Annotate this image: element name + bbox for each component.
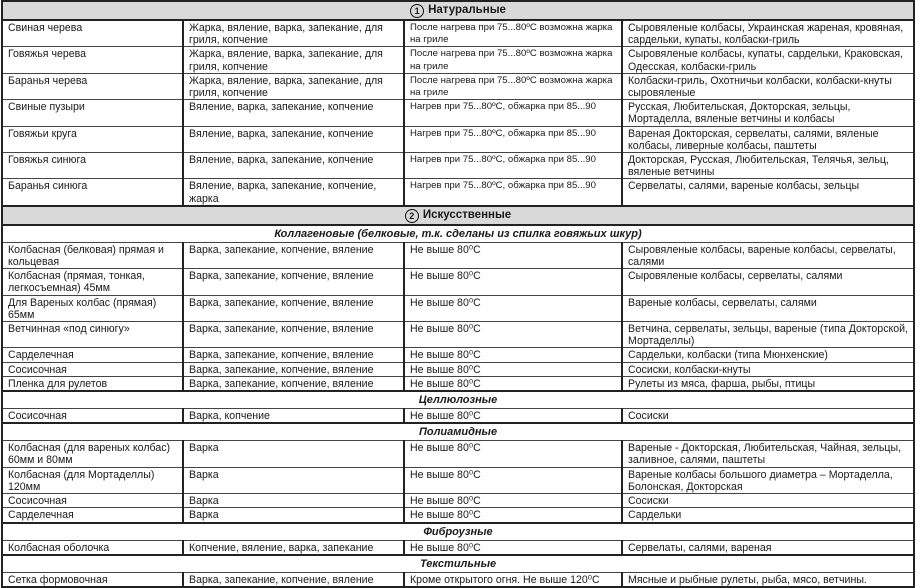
table-row: [2, 441, 914, 467]
table-row: [2, 269, 914, 295]
casing-name-text: Ветчинная «под синюгу»: [8, 323, 130, 336]
casing-name: Свиные пузыри: [2, 100, 183, 126]
sausage-products: Сосиски, колбаски-кнуты: [622, 362, 914, 376]
temperature-mode: Не выше 80⁰C: [404, 348, 622, 362]
casing-name: Говяжья черева: [2, 47, 183, 73]
sausage-products: Сардельки, колбаски (типа Мюнхенские): [622, 348, 914, 362]
subsection-title: Коллагеновые (белковые, т.к. сделаны из спилка говяжьих шкур): [2, 225, 914, 243]
table-row: [2, 100, 914, 126]
casing-name: Свиная черева: [2, 20, 183, 47]
casing-name: Баранья синюга: [2, 179, 183, 206]
table-row: [2, 409, 914, 424]
processing-methods: Варка: [183, 508, 404, 523]
temperature-mode: После нагрева при 75...80ºC возможна жарка на гриле: [404, 73, 622, 99]
casing-name: Колбасная (для вареных колбас) 60мм и 80мм: [2, 441, 183, 467]
processing-methods: Вяление, варка, запекание, копчение: [183, 100, 404, 126]
circled-number-1-icon: 1: [410, 4, 424, 18]
sausage-products: Сыровяленые колбасы, сервелаты, салями: [622, 269, 914, 295]
processing-methods: Жарка, вяление, варка, запекание, для гриля, копчение: [183, 20, 404, 47]
temperature-mode: Кроме открытого огня. Не выше 120⁰C: [404, 572, 622, 587]
casing-name: Говяжьи круга: [2, 126, 183, 152]
table-row: [2, 242, 914, 268]
sausage-products: Рулеты из мяса, фарша, рыбы, птицы: [622, 376, 914, 391]
table-row: [2, 348, 914, 362]
processing-methods: Варка: [183, 494, 404, 508]
casing-name: Говяжья синюга: [2, 153, 183, 179]
table-row: [2, 322, 914, 348]
casing-name: Для Вареных колбас (прямая) 65мм: [2, 295, 183, 321]
subsection-title: Целлюлозные: [2, 391, 914, 409]
casing-name: Сосисочная: [2, 409, 183, 424]
sausage-products: Мясные и рыбные рулеты, рыба, мясо, ветчины.: [622, 572, 914, 587]
temperature-mode: Не выше 80⁰C: [404, 362, 622, 376]
temperature-mode: Не выше 80⁰C: [404, 242, 622, 268]
processing-methods: Варка, копчение: [183, 409, 404, 424]
sausage-products: Сардельки: [622, 508, 914, 523]
casing-name: [2, 322, 183, 348]
temperature-mode: Нагрев при 75...80ºC, обжарка при 85...90: [404, 100, 622, 126]
table-row: [2, 73, 914, 99]
casing-name: Сарделечная: [2, 348, 183, 362]
processing-methods: Варка, запекание, копчение, вяление: [183, 376, 404, 391]
casing-name: Сарделечная: [2, 508, 183, 523]
temperature-mode: Не выше 80⁰C: [404, 322, 622, 348]
processing-methods: Варка, запекание, копчение, вяление: [183, 295, 404, 321]
casing-name: Сетка формовочная: [2, 572, 183, 587]
sausage-products: Ветчина, сервелаты, зельцы, вареные (типа Докторской, Мортаделлы): [622, 322, 914, 348]
sausage-products: Сосиски: [622, 409, 914, 424]
table-row: [2, 494, 914, 508]
processing-methods: Жарка, вяление, варка, запекание, для гриля, копчение: [183, 73, 404, 99]
temperature-mode: Не выше 80⁰C: [404, 508, 622, 523]
table-row: [2, 572, 914, 587]
table-row: [2, 295, 914, 321]
subsection-title: Фиброузные: [2, 523, 914, 541]
processing-methods: Варка: [183, 441, 404, 467]
processing-methods: Вяление, варка, запекание, копчение: [183, 126, 404, 152]
section-header-artificial: [2, 206, 914, 225]
temperature-mode: Не выше 80⁰C: [404, 295, 622, 321]
processing-methods: Варка, запекание, копчение, вяление: [183, 322, 404, 348]
subsection-header-fibrous: [2, 523, 914, 541]
casing-name: Колбасная (для Мортаделлы) 120мм: [2, 467, 183, 493]
table-row: [2, 126, 914, 152]
table-row: [2, 179, 914, 206]
section-title: Натуральные: [428, 4, 506, 16]
sausage-products: Сыровяленые колбасы, вареные колбасы, сервелаты, салями: [622, 242, 914, 268]
sausage-products: Вареные колбасы, сервелаты, салями: [622, 295, 914, 321]
sausage-products: Докторская, Русская, Любительская, Телячья, зельц, вяленые ветчины: [622, 153, 914, 179]
section-header-natural: [2, 1, 914, 20]
temperature-mode: Нагрев при 75...80ºC, обжарка при 85...90: [404, 126, 622, 152]
table-row: [2, 20, 914, 47]
temperature-mode: Не выше 80⁰C: [404, 409, 622, 424]
sausage-products: Вареные колбасы большого диаметра – Мортаделла, Болонская, Докторская: [622, 467, 914, 493]
table-row: [2, 467, 914, 493]
temperature-mode: Не выше 80⁰C: [404, 467, 622, 493]
sausage-products: Сервелаты, салями, вареные колбасы, зельцы: [622, 179, 914, 206]
processing-methods: Варка, запекание, копчение, вяление: [183, 348, 404, 362]
temperature-mode: Не выше 80⁰C: [404, 441, 622, 467]
temperature-mode: Нагрев при 75...80ºC, обжарка при 85...90: [404, 179, 622, 206]
temperature-mode: После нагрева при 75...80ºC возможна жарка на гриле: [404, 20, 622, 47]
subsection-header-cellulose: [2, 391, 914, 409]
sausage-products: Сервелаты, салями, вареная: [622, 540, 914, 555]
temperature-mode: Не выше 80⁰C: [404, 540, 622, 555]
subsection-header-collagen: [2, 225, 914, 243]
sausage-products: Сыровяленые колбасы, купаты, сардельки, Краковская, Одесская, колбаски-гриль: [622, 47, 914, 73]
temperature-mode: Не выше 80⁰C: [404, 376, 622, 391]
table-row: [2, 47, 914, 73]
subsection-title: Текстильные: [2, 555, 914, 573]
table-row: [2, 508, 914, 523]
section-title: Искусственные: [422, 208, 512, 221]
table-row: [2, 376, 914, 391]
sausage-products: Вареные - Докторская, Любительская, Чайная, зельцы, заливное, салями, паштеты: [622, 441, 914, 467]
table-row: [2, 362, 914, 376]
sausage-products: Колбаски-гриль, Охотничьи колбаски, колбаски-кнуты сыровяленые: [622, 73, 914, 99]
sausage-products: Сыровяленые колбасы, Украинская жареная, кровяная, сардельки, купаты, колбаски-гриль: [622, 20, 914, 47]
temperature-mode: Не выше 80⁰C: [404, 494, 622, 508]
casing-name: Колбасная оболочка: [2, 540, 183, 555]
sausage-products: Русская, Любительская, Докторская, зельцы, Мортаделла, вяленые ветчины и колбасы: [622, 100, 914, 126]
processing-methods: Вяление, варка, запекание, копчение: [183, 153, 404, 179]
processing-methods: Вяление, варка, запекание, копчение, жарка: [183, 179, 404, 206]
temperature-mode: После нагрева при 75...80ºC возможна жарка на гриле: [404, 47, 622, 73]
sausage-products: Вареная Докторская, сервелаты, салями, вяленые колбасы, ливерные колбасы, паштеты: [622, 126, 914, 152]
processing-methods: Варка, запекание, копчение, вяление: [183, 242, 404, 268]
casing-name: Сосисочная: [2, 494, 183, 508]
processing-methods: Варка, запекание, копчение, вяление: [183, 269, 404, 295]
table-row: [2, 153, 914, 179]
temperature-mode: Нагрев при 75...80ºC, обжарка при 85...90: [404, 153, 622, 179]
table-row: [2, 540, 914, 555]
processing-methods: Варка: [183, 467, 404, 493]
processing-methods: Копчение, вяление, варка, запекание: [183, 540, 404, 555]
temperature-mode: Не выше 80⁰C: [404, 269, 622, 295]
processing-methods: Варка, запекание, копчение, вяление: [183, 572, 404, 587]
document-page: [1, 0, 914, 588]
casing-name: Колбасная (белковая) прямая и кольцевая: [2, 242, 183, 268]
subsection-title: Полиамидные: [2, 423, 914, 441]
subsection-header-polyamide: [2, 423, 914, 441]
subsection-header-textile: [2, 555, 914, 573]
sausage-products: Сосиски: [622, 494, 914, 508]
circled-number-2-icon: 2: [405, 209, 419, 223]
casing-name: Сосисочная: [2, 362, 183, 376]
processing-methods: Варка, запекание, копчение, вяление: [183, 362, 404, 376]
casing-name: Баранья черева: [2, 73, 183, 99]
casing-name: Колбасная (прямая, тонкая, легкосъемная) 45мм: [2, 269, 183, 295]
processing-methods: Жарка, вяление, варка, запекание, для гриля, копчение: [183, 47, 404, 73]
casing-name: Пленка для рулетов: [2, 376, 183, 391]
sausage-casing-table: [1, 0, 915, 588]
